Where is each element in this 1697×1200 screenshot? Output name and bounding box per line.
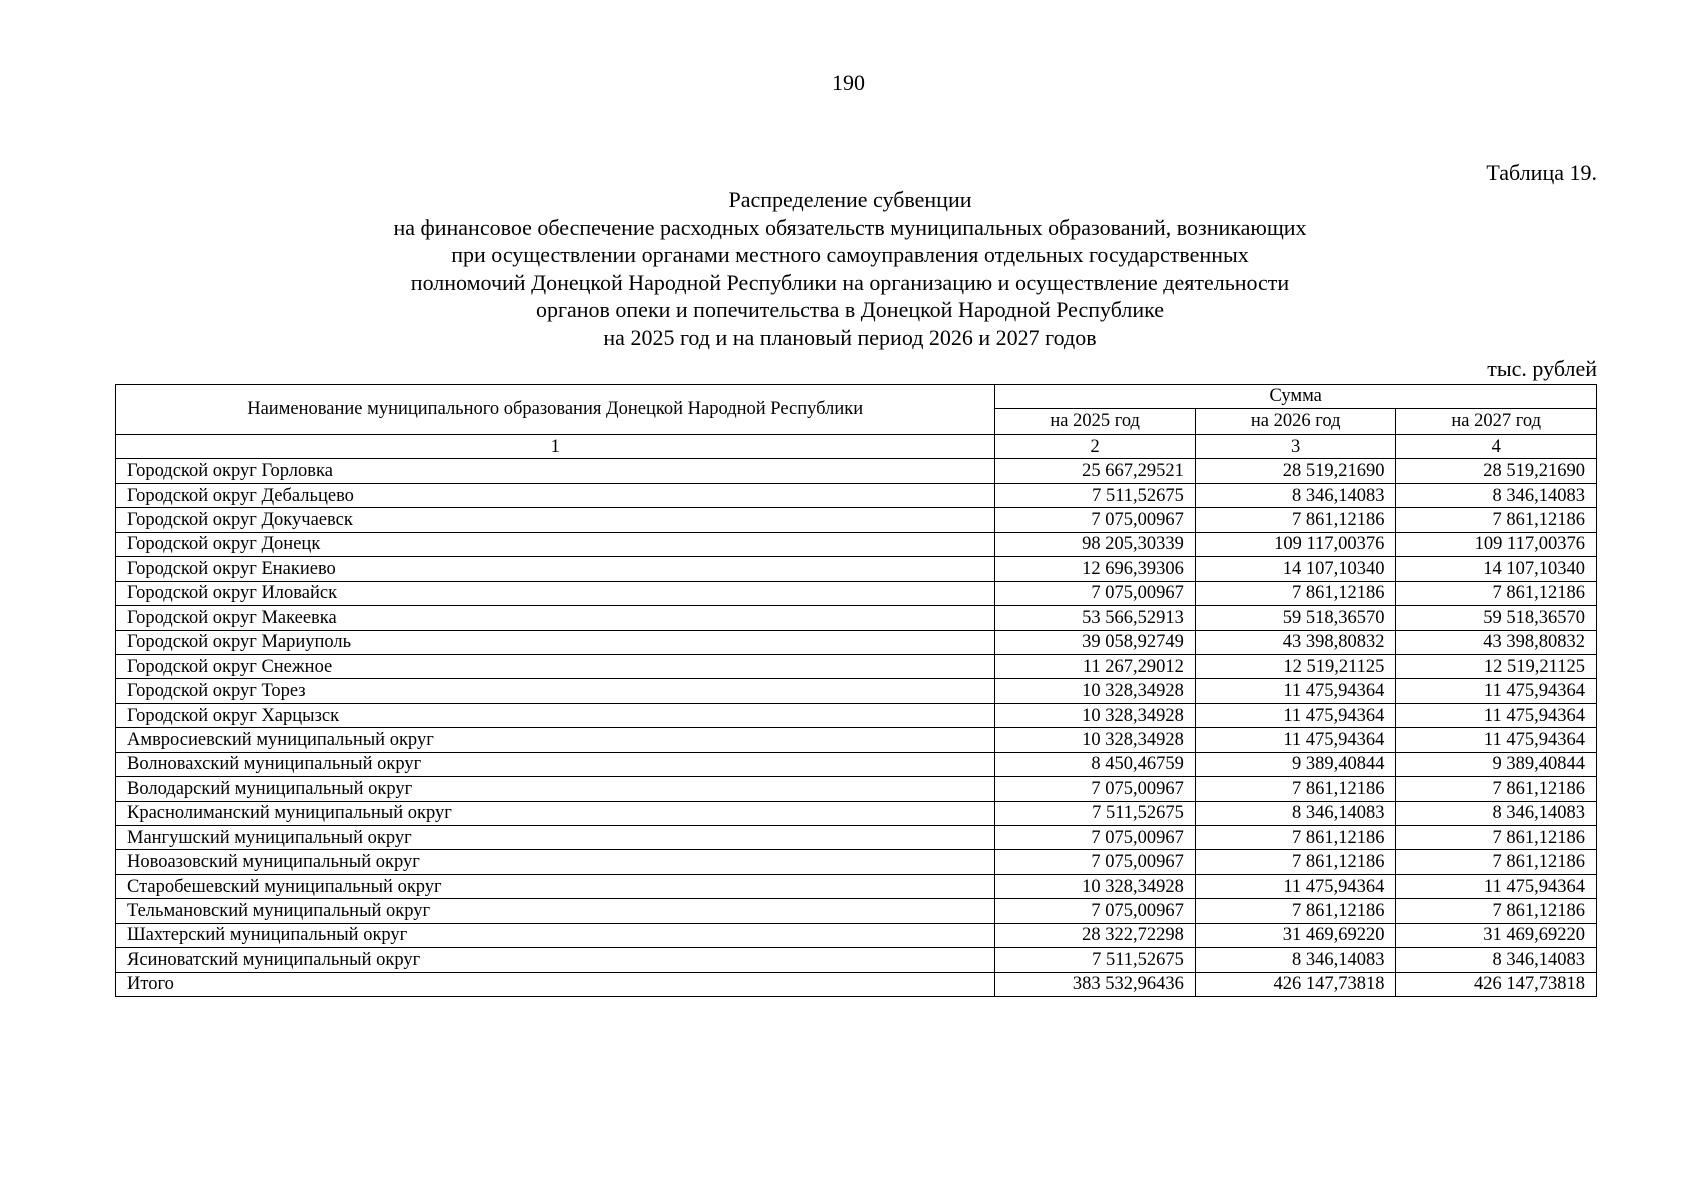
- value-2025: 28 322,72298: [995, 923, 1196, 947]
- value-2025: 10 328,34928: [995, 874, 1196, 898]
- value-2027: 7 861,12186: [1396, 777, 1597, 801]
- municipality-name: Городской округ Мариуполь: [116, 630, 995, 654]
- title-line: полномочий Донецкой Народной Республики на организацию и осуществление деятельности: [410, 269, 1290, 295]
- municipality-name: Ясиноватский муниципальный округ: [116, 948, 995, 972]
- value-2027: 426 147,73818: [1396, 972, 1597, 996]
- value-2026: 28 519,21690: [1195, 459, 1396, 483]
- column-number: 3: [1195, 435, 1396, 459]
- municipality-name: Новоазовский муниципальный округ: [116, 850, 995, 874]
- header-name: Наименование муниципального образования Донецкой Народной Республики: [116, 385, 995, 435]
- municipality-name: Городской округ Докучаевск: [116, 508, 995, 532]
- municipality-name: Мангушский муниципальный округ: [116, 826, 995, 850]
- municipality-name: Городской округ Снежное: [116, 654, 995, 678]
- value-2025: 7 075,00967: [995, 850, 1196, 874]
- value-2026: 7 861,12186: [1195, 826, 1396, 850]
- municipality-name: Старобешевский муниципальный округ: [116, 874, 995, 898]
- value-2026: 14 107,10340: [1195, 557, 1396, 581]
- value-2026: 11 475,94364: [1195, 703, 1396, 727]
- page-number: 190: [832, 70, 865, 95]
- table-title: [200, 186, 1500, 351]
- value-2026: 7 861,12186: [1195, 508, 1396, 532]
- municipality-name: Городской округ Горловка: [116, 459, 995, 483]
- value-2025: 7 511,52675: [995, 801, 1196, 825]
- column-number: 1: [116, 435, 995, 459]
- value-2025: 53 566,52913: [995, 606, 1196, 630]
- value-2027: 7 861,12186: [1396, 850, 1597, 874]
- table-row: [116, 581, 1597, 605]
- value-2026: 11 475,94364: [1195, 874, 1396, 898]
- municipality-name: Володарский муниципальный округ: [116, 777, 995, 801]
- value-2025: 98 205,30339: [995, 532, 1196, 556]
- title-line: на финансовое обеспечение расходных обязательств муниципальных образований, возникающих: [393, 214, 1307, 240]
- column-number: 4: [1396, 435, 1597, 459]
- column-number-row: [116, 435, 1597, 459]
- value-2025: 39 058,92749: [995, 630, 1196, 654]
- table-row: [116, 532, 1597, 556]
- value-2026: 109 117,00376: [1195, 532, 1396, 556]
- value-2026: 11 475,94364: [1195, 679, 1396, 703]
- table-row: [116, 826, 1597, 850]
- units-label: тыс. рублей: [1487, 356, 1597, 381]
- header-year-2027: на 2027 год: [1396, 408, 1597, 434]
- municipality-name: Волновахский муниципальный округ: [116, 752, 995, 776]
- header-year-2026: на 2026 год: [1195, 408, 1396, 434]
- value-2027: 9 389,40844: [1396, 752, 1597, 776]
- value-2027: 8 346,14083: [1396, 948, 1597, 972]
- value-2026: 426 147,73818: [1195, 972, 1396, 996]
- table-row: [116, 874, 1597, 898]
- value-2025: 10 328,34928: [995, 728, 1196, 752]
- municipality-name: Городской округ Торез: [116, 679, 995, 703]
- data-table: [115, 434, 1597, 997]
- value-2026: 31 469,69220: [1195, 923, 1396, 947]
- value-2025: 7 511,52675: [995, 483, 1196, 507]
- municipality-name: Городской округ Енакиево: [116, 557, 995, 581]
- municipality-name: Итого: [116, 972, 995, 996]
- table-row: [116, 654, 1597, 678]
- table-row: [116, 948, 1597, 972]
- value-2025: 8 450,46759: [995, 752, 1196, 776]
- value-2027: 28 519,21690: [1396, 459, 1597, 483]
- value-2026: 7 861,12186: [1195, 850, 1396, 874]
- table-row: [116, 606, 1597, 630]
- value-2026: 12 519,21125: [1195, 654, 1396, 678]
- table-row: [116, 923, 1597, 947]
- table-row: [116, 703, 1597, 727]
- value-2027: 7 861,12186: [1396, 899, 1597, 923]
- value-2025: 7 075,00967: [995, 581, 1196, 605]
- table-row: [116, 850, 1597, 874]
- value-2027: 11 475,94364: [1396, 703, 1597, 727]
- municipality-name: Городской округ Макеевка: [116, 606, 995, 630]
- table-row: [116, 459, 1597, 483]
- table-row: [116, 557, 1597, 581]
- value-2025: 7 075,00967: [995, 899, 1196, 923]
- value-2027: 31 469,69220: [1396, 923, 1597, 947]
- value-2025: 7 075,00967: [995, 508, 1196, 532]
- column-number: 2: [995, 435, 1196, 459]
- value-2025: 12 696,39306: [995, 557, 1196, 581]
- value-2026: 8 346,14083: [1195, 948, 1396, 972]
- value-2026: 43 398,80832: [1195, 630, 1396, 654]
- municipality-name: Городской округ Донецк: [116, 532, 995, 556]
- value-2026: 7 861,12186: [1195, 777, 1396, 801]
- value-2027: 43 398,80832: [1396, 630, 1597, 654]
- municipality-name: Тельмановский муниципальный округ: [116, 899, 995, 923]
- table-row: [116, 801, 1597, 825]
- value-2025: 10 328,34928: [995, 679, 1196, 703]
- value-2026: 8 346,14083: [1195, 801, 1396, 825]
- value-2025: 25 667,29521: [995, 459, 1196, 483]
- value-2025: 7 075,00967: [995, 826, 1196, 850]
- value-2025: 7 511,52675: [995, 948, 1196, 972]
- table-row: [116, 752, 1597, 776]
- value-2027: 11 475,94364: [1396, 679, 1597, 703]
- value-2025: 10 328,34928: [995, 703, 1196, 727]
- title-line: органов опеки и попечительства в Донецкой Народной Республике: [535, 297, 1165, 322]
- value-2027: 11 475,94364: [1396, 874, 1597, 898]
- municipality-name: Городской округ Иловайск: [116, 581, 995, 605]
- value-2026: 59 518,36570: [1195, 606, 1396, 630]
- table-row: [116, 679, 1597, 703]
- municipality-name: Городской округ Харцызск: [116, 703, 995, 727]
- municipality-name: Амвросиевский муниципальный округ: [116, 728, 995, 752]
- table-row: [116, 899, 1597, 923]
- value-2027: 59 518,36570: [1396, 606, 1597, 630]
- value-2026: 7 861,12186: [1195, 899, 1396, 923]
- value-2026: 9 389,40844: [1195, 752, 1396, 776]
- value-2027: 7 861,12186: [1396, 581, 1597, 605]
- table-row: [116, 728, 1597, 752]
- table-row: [116, 508, 1597, 532]
- title-line: при осуществлении органами местного самоуправления отдельных государственных: [451, 242, 1249, 267]
- value-2025: 11 267,29012: [995, 654, 1196, 678]
- municipality-name: Городской округ Дебальцево: [116, 483, 995, 507]
- value-2027: 12 519,21125: [1396, 654, 1597, 678]
- value-2026: 11 475,94364: [1195, 728, 1396, 752]
- value-2026: 8 346,14083: [1195, 483, 1396, 507]
- table-label: Таблица 19.: [1486, 160, 1597, 185]
- value-2027: 7 861,12186: [1396, 508, 1597, 532]
- title-line: Распределение субвенции: [728, 187, 972, 212]
- municipality-name: Краснолиманский муниципальный округ: [116, 801, 995, 825]
- table-row: [116, 483, 1597, 507]
- municipality-name: Шахтерский муниципальный округ: [116, 923, 995, 947]
- value-2027: 7 861,12186: [1396, 826, 1597, 850]
- value-2027: 8 346,14083: [1396, 801, 1597, 825]
- total-row: [116, 972, 1597, 996]
- table-header: [115, 384, 1597, 435]
- value-2027: 8 346,14083: [1396, 483, 1597, 507]
- value-2027: 14 107,10340: [1396, 557, 1597, 581]
- value-2027: 109 117,00376: [1396, 532, 1597, 556]
- header-sum: Сумма: [995, 385, 1597, 409]
- table-row: [116, 777, 1597, 801]
- title-line: на 2025 год и на плановый период 2026 и 2027 годов: [603, 324, 1097, 350]
- value-2025: 7 075,00967: [995, 777, 1196, 801]
- value-2026: 7 861,12186: [1195, 581, 1396, 605]
- table-row: [116, 630, 1597, 654]
- header-year-2025: на 2025 год: [995, 408, 1196, 434]
- value-2027: 11 475,94364: [1396, 728, 1597, 752]
- value-2025: 383 532,96436: [995, 972, 1196, 996]
